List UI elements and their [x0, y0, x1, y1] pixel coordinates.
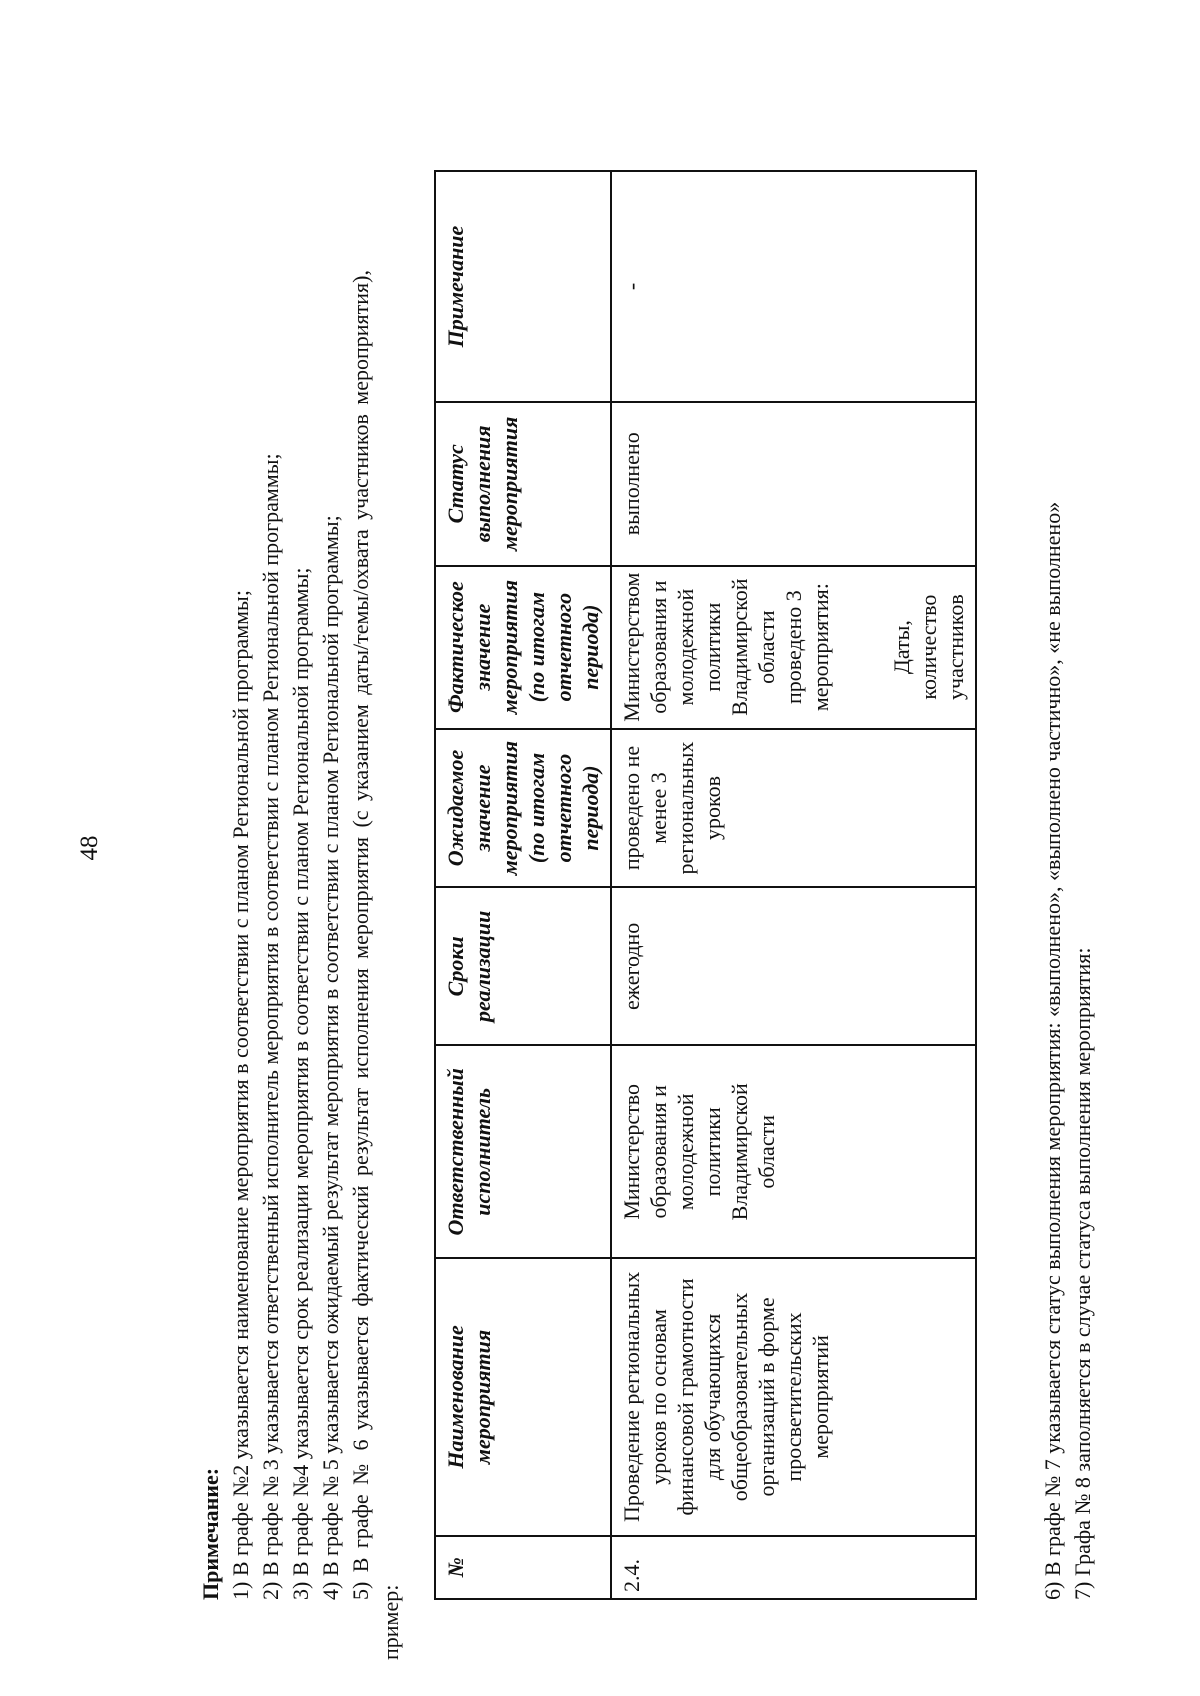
- table-row: [611, 171, 976, 1599]
- cell-responsible: Министерство образования и молодежной политики Владимирской области: [611, 1045, 976, 1258]
- note-line-5: 5) В графе № 6 указывается фактический результат исполнения мероприятия (с указанием даты/темы/охвата участников мероприятия), пример:: [348, 270, 403, 1660]
- cell-number: 2.4.: [611, 1536, 976, 1599]
- table-header-row: [435, 171, 611, 1599]
- header-expected-value: Ожидаемое значение мероприятия (по итогам отчетного периода): [435, 729, 611, 888]
- cell-status: выполнено: [611, 402, 976, 566]
- header-event-name: Наименование мероприятия: [435, 1258, 611, 1535]
- header-actual-value: Фактическое значение мероприятия (по итогам отчетного периода): [435, 566, 611, 729]
- header-note: Примечание: [435, 171, 611, 402]
- header-responsible: Ответственный исполнитель: [435, 1045, 611, 1258]
- footer-notes-section: [1038, 200, 1098, 1600]
- cell-event-name: Проведение региональных уроков по основам финансовой грамотности для обучающихся общеобразовательных организаций в форме просветительских мероприятий: [611, 1258, 976, 1535]
- cell-term: ежегодно: [611, 887, 976, 1045]
- footer-note-line-7: 7) Графа № 8 заполняется в случае статуса выполнения мероприятия:: [1070, 947, 1095, 1600]
- events-table: [434, 170, 977, 1600]
- cell-note: -: [611, 171, 976, 402]
- header-status: Статус выполнения мероприятия: [435, 402, 611, 566]
- actual-value-extra: Даты, количество участников: [889, 594, 968, 700]
- header-number: №: [435, 1536, 611, 1599]
- header-term: Сроки реализации: [435, 887, 611, 1045]
- actual-value-spacer: [834, 573, 888, 722]
- notes-section: [196, 270, 406, 1660]
- footer-note-line-6: 6) В графе № 7 указывается статус выполнения мероприятия: «выполнено», «выполнено частично», «не выполнено»: [1040, 501, 1065, 1600]
- note-line-2: 2) В графе № 3 указывается ответственный исполнитель мероприятия в соответствии с планом Региональной программы;: [258, 453, 283, 1600]
- page-number: 48: [76, 835, 103, 861]
- cell-actual-value: [611, 566, 976, 729]
- notes-title: Примечание:: [198, 1467, 223, 1600]
- note-line-1: 1) В графе №2 указывается наименование мероприятия в соответствии с планом Региональной программы;: [228, 590, 253, 1600]
- actual-value-main: Министерством образования и молодежной политики Владимирской области проведено 3 мероприятия:: [619, 572, 833, 722]
- cell-expected-value: проведено не менее 3 региональных уроков: [611, 729, 976, 888]
- note-line-3: 3) В графе №4 указывается срок реализации мероприятия в соответствии с планом Региональной программы;: [288, 567, 313, 1600]
- note-line-4: 4) В графе № 5 указывается ожидаемый результат мероприятия в соответствии с планом Региональной программы;: [318, 515, 343, 1600]
